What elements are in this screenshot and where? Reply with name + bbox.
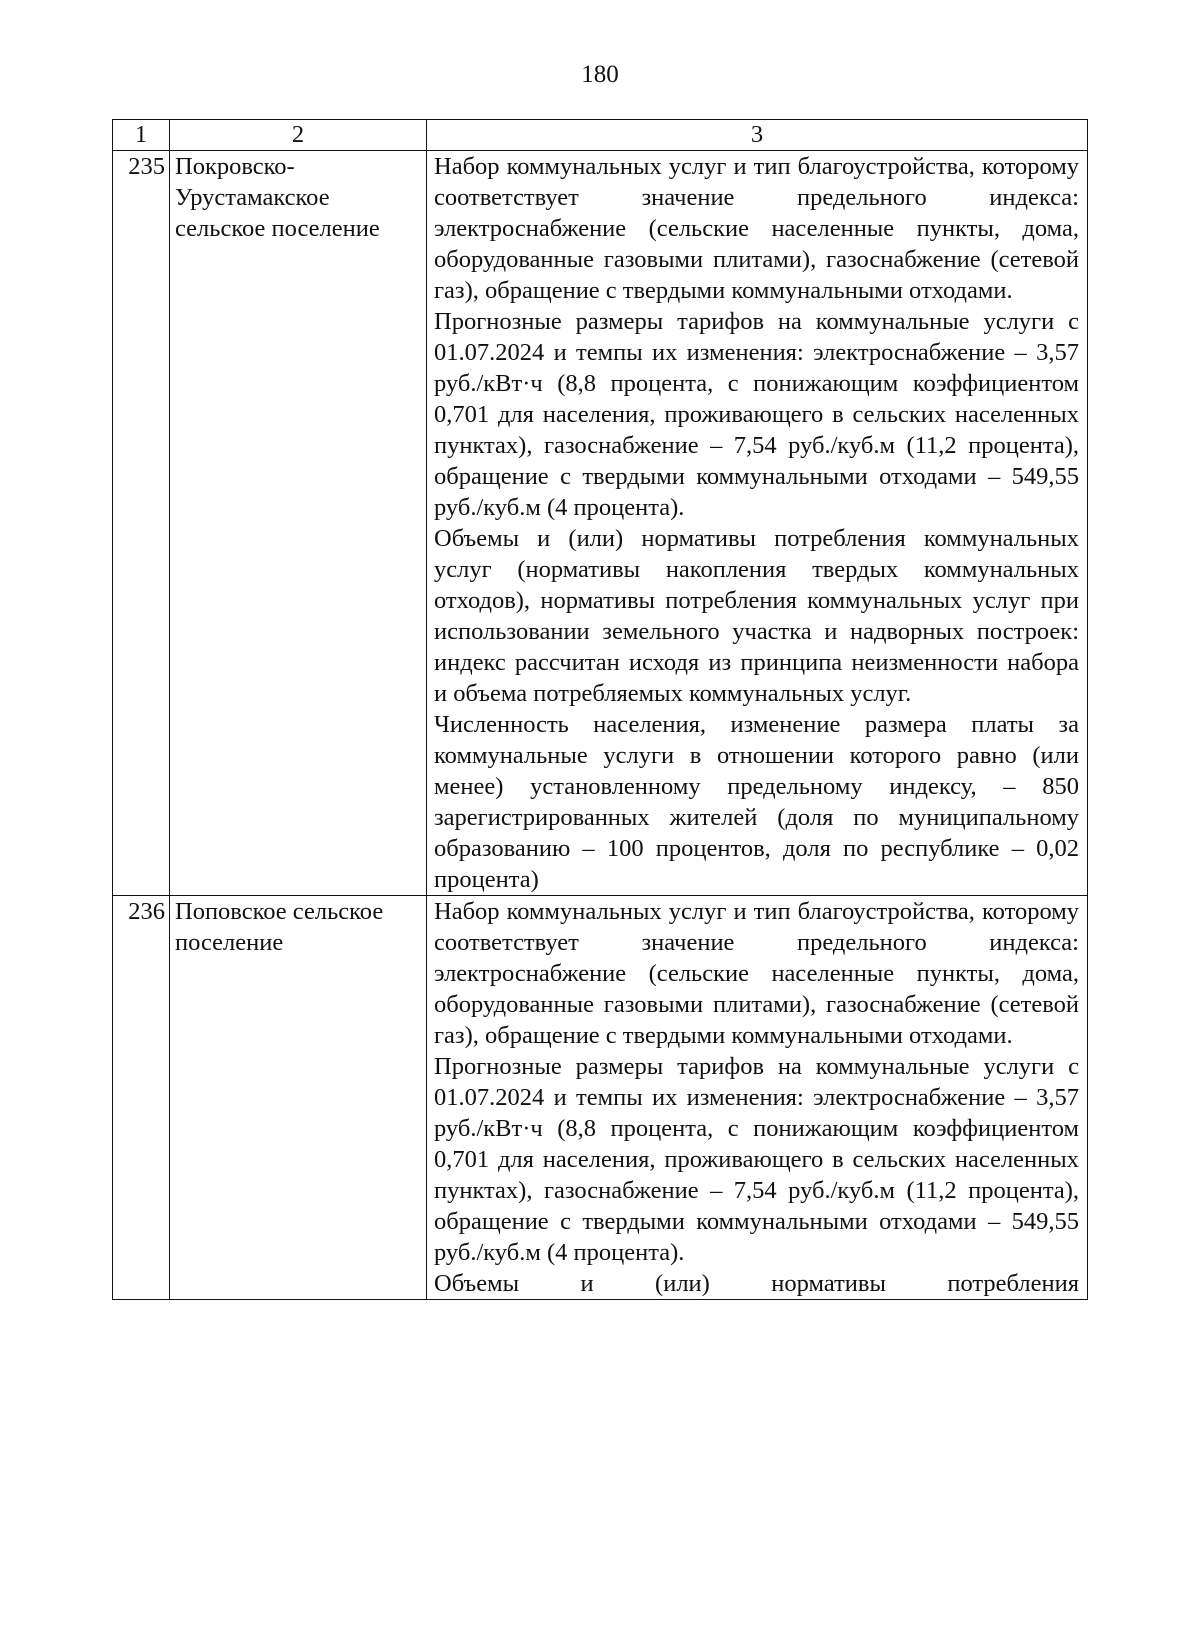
row-number: 236 <box>113 896 170 1300</box>
description-paragraph: Численность населения, изменение размера платы за коммунальные услуги в отношении которого равно (или менее) установленному предельному индексу, – 850 зарегистрированных жителей (доля по муниципальному образованию – 100 процентов, доля по республике – 0,02 процента) <box>434 711 1079 893</box>
column-header-description: 3 <box>427 120 1088 151</box>
settlement-name: Поповское сельское поселение <box>170 896 427 1300</box>
description-paragraph: Прогнозные размеры тарифов на коммунальные услуги с 01.07.2024 и темпы их изменения: электроснабжение – 3,57 руб./кВт·ч (8,8 процента, с понижающим коэффициентом 0,701 для населения, проживающего в сельских населенных пунктах), газоснабжение – 7,54 руб./куб.м (11,2 процента), обращение с твердыми коммунальными отходами – 549,55 руб./куб.м (4 процента). <box>434 308 1079 521</box>
description-paragraph: Объемы и (или) нормативы потребления коммунальных услуг (нормативы накопления твердых коммунальных отходов), нормативы потребления коммунальных услуг при использовании земельного участка и надворных построек: индекс рассчитан исходя из принципа неизменности набора и объема потребляемых коммунальных услуг. <box>434 525 1079 707</box>
row-number: 235 <box>113 151 170 896</box>
description-paragraph: Набор коммунальных услуг и тип благоустройства, которому соответствует значение предельного индекса: электроснабжение (сельские населенные пункты, дома, оборудованные газовыми плитами), газоснабжение (сетевой газ), обращение с твердыми коммунальными отходами. <box>434 153 1079 304</box>
column-header-number: 1 <box>113 120 170 151</box>
column-header-settlement: 2 <box>170 120 427 151</box>
description-cell <box>427 896 1088 1300</box>
tariff-table <box>112 119 1088 1300</box>
description-paragraph: Набор коммунальных услуг и тип благоустройства, которому соответствует значение предельного индекса: электроснабжение (сельские населенные пункты, дома, оборудованные газовыми плитами), газоснабжение (сетевой газ), обращение с твердыми коммунальными отходами. <box>434 898 1079 1049</box>
table-row <box>113 151 1088 896</box>
table-row <box>113 896 1088 1300</box>
description-cell <box>427 151 1088 896</box>
description-paragraph: Прогнозные размеры тарифов на коммунальные услуги с 01.07.2024 и темпы их изменения: электроснабжение – 3,57 руб./кВт·ч (8,8 процента, с понижающим коэффициентом 0,701 для населения, проживающего в сельских населенных пунктах), газоснабжение – 7,54 руб./куб.м (11,2 процента), обращение с твердыми коммунальными отходами – 549,55 руб./куб.м (4 процента). <box>434 1053 1079 1266</box>
description-paragraph: Объемы и (или) нормативы потребления <box>434 1270 1079 1297</box>
page-number: 180 <box>581 61 619 88</box>
settlement-name: Покровско-Урустамакское сельское поселение <box>170 151 427 896</box>
table-header-row <box>113 120 1088 151</box>
